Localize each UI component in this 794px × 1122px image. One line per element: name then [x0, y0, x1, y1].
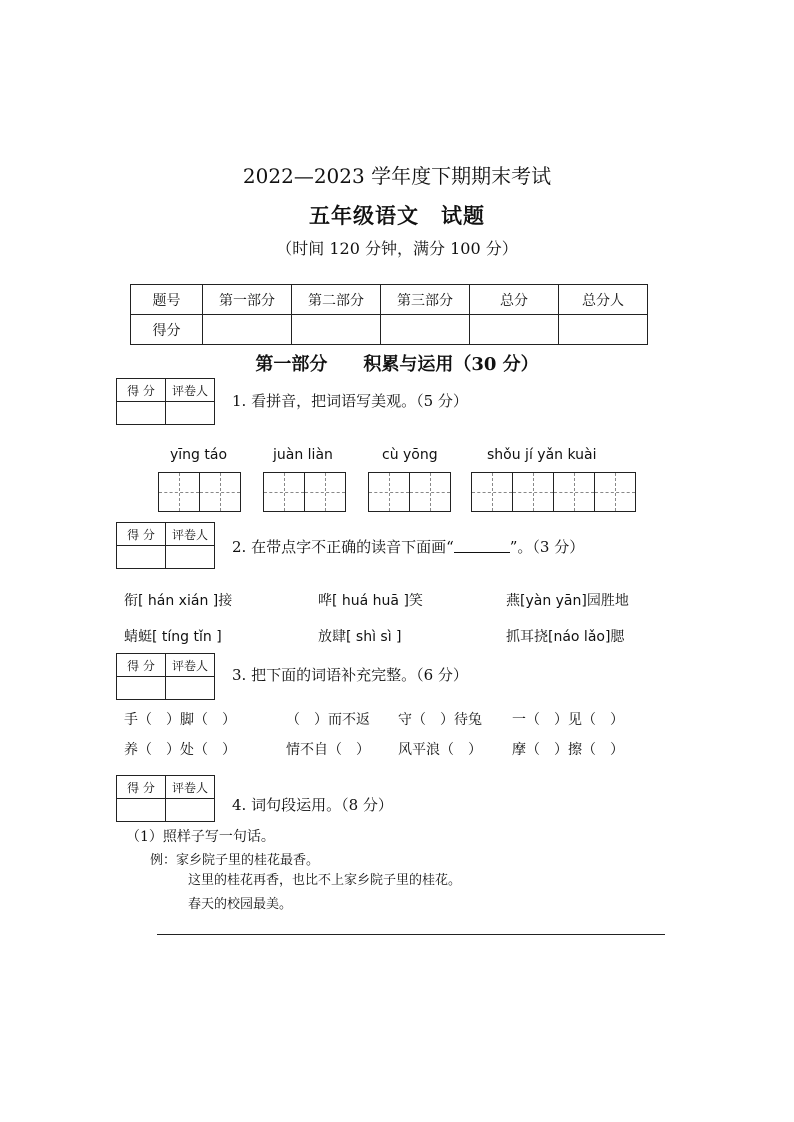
question-title: 1. 看拼音，把词语写美观。（5 分）	[232, 392, 468, 410]
grade-box-cell[interactable]	[166, 799, 215, 822]
writing-grid[interactable]	[263, 472, 346, 512]
grade-box-cell[interactable]	[117, 677, 166, 700]
idiom-item: 摩（ ）擦（ ）	[512, 742, 624, 758]
reading-item: 哗[ huá huā ]笑	[318, 593, 423, 609]
score-table-score-row	[131, 315, 648, 345]
grade-box-label: 评卷人	[166, 776, 215, 799]
writing-cell[interactable]	[594, 473, 635, 511]
grade-box-label: 得 分	[117, 654, 166, 677]
grade-box-label: 评卷人	[166, 654, 215, 677]
grade-box-cell[interactable]	[117, 799, 166, 822]
exam-info: （时间 120 分钟，满分 100 分）	[276, 239, 518, 258]
score-table-cell: 第一部分	[203, 285, 292, 315]
grade-box	[116, 378, 215, 425]
score-entry-cell[interactable]	[470, 315, 559, 345]
pinyin-label: yīng táo	[170, 447, 228, 463]
writing-grid[interactable]	[368, 472, 451, 512]
grade-box-label: 得 分	[117, 776, 166, 799]
score-table-cell: 总分	[470, 285, 559, 315]
grade-box-cell[interactable]	[166, 546, 215, 569]
reading-item: 抓耳挠[náo lǎo]腮	[506, 629, 625, 645]
writing-cell[interactable]	[472, 473, 512, 511]
idiom-item: 一（ ）见（ ）	[512, 712, 624, 728]
question-title-part: 2. 在带点字不正确的读音下面画“	[232, 538, 454, 556]
score-entry-cell[interactable]	[381, 315, 470, 345]
writing-cell[interactable]	[409, 473, 450, 511]
example-sentence-rewrite: 这里的桂花再香，也比不上家乡院子里的桂花。	[188, 873, 462, 888]
question-title: 4. 词句段运用。（8 分）	[232, 796, 393, 814]
sub-question: （1）照样子写一句话。	[126, 829, 275, 845]
grade-box-cell[interactable]	[117, 402, 166, 425]
idiom-item: 风平浪（ ）	[398, 742, 482, 758]
reading-item: 燕[yàn yān]园胜地	[506, 593, 629, 609]
writing-cell[interactable]	[264, 473, 304, 511]
idiom-item: 手（ ）脚（ ）	[124, 712, 236, 728]
writing-grid[interactable]	[471, 472, 636, 512]
question-title: 3. 把下面的词语补充完整。（6 分）	[232, 666, 468, 684]
writing-cell[interactable]	[369, 473, 409, 511]
idiom-item: 情不自（ ）	[286, 742, 370, 758]
idiom-item: 守（ ）待兔	[398, 712, 482, 728]
grade-box-label: 得 分	[117, 523, 166, 546]
grade-box-label: 评卷人	[166, 523, 215, 546]
score-table	[130, 284, 648, 345]
exam-subject: 五年级语文 试题	[309, 203, 485, 228]
writing-cell[interactable]	[304, 473, 345, 511]
grade-box-cell[interactable]	[166, 677, 215, 700]
pinyin-label: juàn liàn	[273, 447, 333, 463]
writing-cell[interactable]	[159, 473, 199, 511]
idiom-item: （ ）而不返	[286, 712, 370, 728]
grade-box-label: 评卷人	[166, 379, 215, 402]
score-table-cell: 总分人	[559, 285, 648, 315]
reading-item: 衔[ hán xián ]接	[124, 593, 233, 609]
score-table-cell: 第三部分	[381, 285, 470, 315]
grade-box-cell[interactable]	[166, 402, 215, 425]
example-sentence: 例：家乡院子里的桂花最香。	[150, 853, 320, 868]
reading-item: 放肆[ shì sì ]	[318, 629, 402, 645]
grade-box	[116, 522, 215, 569]
score-table-cell: 得分	[131, 315, 203, 345]
score-table-cell: 第二部分	[292, 285, 381, 315]
idiom-item: 养（ ）处（ ）	[124, 742, 236, 758]
question-title-part: ”。（3 分）	[509, 538, 585, 556]
underline-blank	[454, 552, 510, 553]
section-heading: 第一部分 积累与运用（30 分）	[255, 354, 539, 375]
pinyin-label: cù yōng	[382, 447, 438, 463]
writing-grid[interactable]	[158, 472, 241, 512]
question-title	[232, 536, 584, 557]
grade-box	[116, 653, 215, 700]
score-entry-cell[interactable]	[203, 315, 292, 345]
score-table-cell: 题号	[131, 285, 203, 315]
writing-cell[interactable]	[199, 473, 240, 511]
grade-box	[116, 775, 215, 822]
score-entry-cell[interactable]	[292, 315, 381, 345]
score-table-header-row	[131, 285, 648, 315]
writing-cell[interactable]	[553, 473, 594, 511]
score-entry-cell[interactable]	[559, 315, 648, 345]
grade-box-cell[interactable]	[117, 546, 166, 569]
prompt-sentence: 春天的校园最美。	[188, 897, 293, 912]
writing-cell[interactable]	[512, 473, 553, 511]
reading-item: 蜻蜓[ tíng tǐn ]	[124, 629, 222, 645]
answer-line[interactable]	[157, 934, 665, 935]
exam-title: 2022—2023 学年度下期期末考试	[242, 164, 552, 188]
grade-box-label: 得 分	[117, 379, 166, 402]
pinyin-label: shǒu jí yǎn kuài	[487, 447, 597, 463]
